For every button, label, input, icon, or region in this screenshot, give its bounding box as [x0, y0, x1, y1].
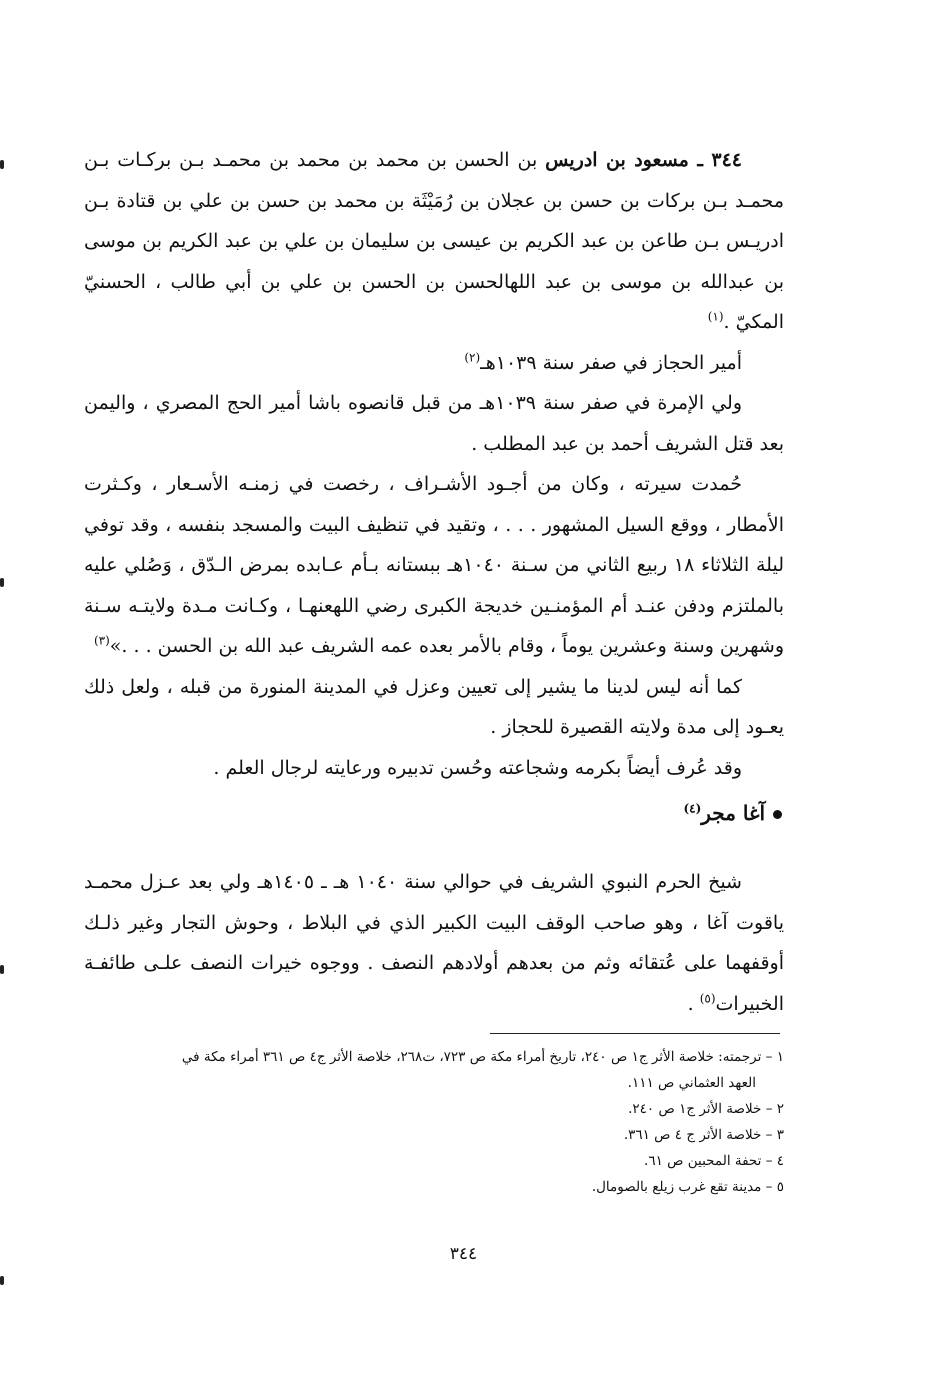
footnote-ref-1[interactable]: (١): [707, 309, 724, 324]
footnote-1-continued: العهد العثماني ص ١١١.: [627, 1075, 756, 1091]
footnote-ref-5[interactable]: (٥): [699, 991, 716, 1006]
scan-edge-mark: [0, 160, 4, 169]
entry-name: مسعود بن ادريس: [545, 149, 689, 171]
entry-paragraph: [84, 140, 784, 343]
page-body: [84, 140, 784, 1024]
scan-edge-mark: [0, 578, 4, 587]
page-number: ٣٤٤: [449, 1244, 478, 1264]
amir-text: أمير الحجاز في صفر سنة ١٠٣٩هـ: [480, 351, 742, 374]
section-heading: [84, 792, 784, 834]
paragraph-5: [84, 862, 784, 1024]
paragraph-5-text: شيخ الحرم النبوي الشريف في حوالي سنة ١٠٤٠ هـ ـ ١٤٠٥هـ ولي بعد عـزل محمـد ياقوت آغا ، وهو صاحب الوقف البيت الكبير الذي في البلاط ، وحوش التجار وغير ذلـك أوقفهما على عُتقائه وثم من بعدهم أولادهم النصف . ووجوه خيرات النصف علـى طائفـة الخبيرات: [84, 871, 784, 1015]
footnote-5: ٥ – مدينة تقع غرب زيلع بالصومال.: [591, 1179, 784, 1195]
footnote-ref-2[interactable]: (٢): [464, 350, 481, 365]
entry-dash: ـ: [688, 149, 712, 171]
footnote-4: ٤ – تحفة المحبين ص ٦١.: [644, 1153, 784, 1169]
bullet-icon: [773, 810, 782, 819]
paragraph-1: ولي الإمرة في صفر سنة ١٠٣٩هـ من قبل قانصوه باشا أمير الحج المصري ، واليمن بعد قتل الشريف أحمد بن عبد المطلب .: [84, 392, 784, 455]
paragraph-2-text: حُمدت سيرته ، وكان من أجـود الأشـراف ، رخصت في زمنـه الأسـعار ، وكـثرت الأمطار ، ووقع السيل المشهور . . . ، وتقيد في تنظيف البيت والمسجد بنفسه ، وقد توفي ليلة الثلاثاء ١٨ ربيع الثاني من سـنة ١٠٤٠هـ ببستانه بـأم عـابده بمرض الـدّق ، وَصُلي عليه بالملتزم ودفن عنـد أم المؤمنـين خديجة الكبرى رضي اللهعنهـا ، وكـانت مـدة ولايتـه سـنة وشهرين وسنة وعشرين يوماً ، وقام بالأمر بعده عمه الشريف عبد الله بن الحسن . . .»: [84, 473, 784, 657]
paragraph-5-end: .: [687, 992, 700, 1015]
scan-edge-mark: [0, 1276, 4, 1285]
entry-number: ٣٤٤: [711, 149, 742, 171]
amir-line: [84, 343, 784, 384]
footnote-divider: [490, 1033, 780, 1034]
paragraph-2: [84, 464, 784, 667]
paragraph-4: وقد عُرف أيضاً بكرمه وشجاعته وحُسن تدبيره ورعايته لرجال العلم .: [213, 756, 742, 779]
paragraph-3: كما أنه ليس لدينا ما يشير إلى تعيين وعزل في المدينة المنورة من قبله ، ولعل ذلك يعـود إلى مدة ولايته القصيرة للحجاز .: [84, 675, 784, 738]
footnote-ref-4[interactable]: (٤): [683, 801, 702, 816]
section-title-text: آغا مجر: [701, 801, 765, 825]
footnote-3: ٣ – خلاصة الأثر ج ٤ ص ٣٦١.: [623, 1127, 784, 1143]
footnotes-section: [84, 1044, 784, 1200]
footnote-2: ٢ – خلاصة الأثر ج١ ص ٢٤٠.: [628, 1101, 784, 1117]
footnote-1: ١ – ترجمته: خلاصة الأثر ج١ ص ٢٤٠، تاريخ أمراء مكة ص ٧٢٣، ت٢٦٨، خلاصة الأثر ج٤ ص ٣٦١ أمراء مكة في: [181, 1049, 784, 1065]
footnote-ref-3[interactable]: (٣): [93, 633, 110, 648]
entry-lineage: بن الحسن بن محمد بن محمد بن محمـد بـن بركـات بـن محمـد بـن بركات بن حسن بن عجلان بن رُمَيْثَة بن محمد بن حسن بن علي بن قتادة بـن ادريـس بـن طاعن بن عبد الكريم بن عيسى بن سليمان بن علي بن عبد الكريم بن موسى بن عبدالله بن موسى بن عبد اللهالحسن بن الحسن بن علي بن أبي طالب ، الحسنيّ المكيّ .: [84, 149, 784, 333]
scan-edge-mark: [0, 965, 4, 974]
